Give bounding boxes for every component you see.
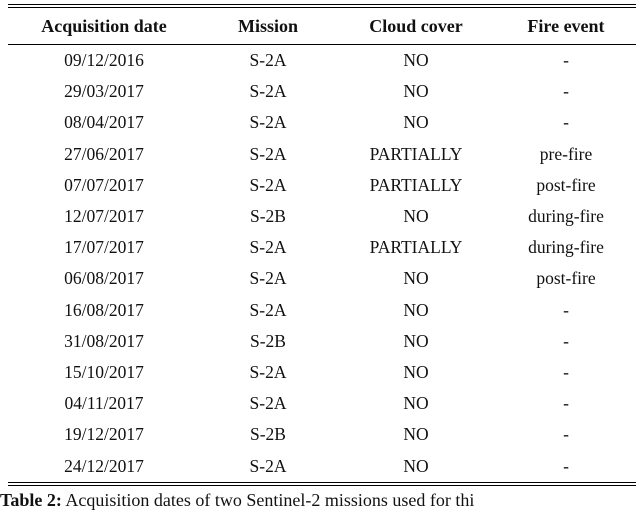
header-acquisition-date: Acquisition date xyxy=(41,15,167,36)
table-header-row xyxy=(8,8,636,44)
acquisition-date-cell: 16/08/2017 xyxy=(64,299,144,320)
fire-event-cell: - xyxy=(563,50,569,71)
table-row xyxy=(8,107,636,138)
acquisition-date-cell: 17/07/2017 xyxy=(64,237,144,258)
table-row xyxy=(8,450,636,481)
table-row xyxy=(8,45,636,76)
table-row xyxy=(8,419,636,450)
data-table-container xyxy=(8,4,636,486)
fire-event-cell: pre-fire xyxy=(539,143,593,164)
mission-cell: S-2A xyxy=(249,50,287,71)
table-row xyxy=(8,295,636,326)
fire-event-cell: post-fire xyxy=(536,268,596,289)
header-mission: Mission xyxy=(237,15,298,36)
caption-label: Table 2: xyxy=(0,490,62,510)
fire-event-cell: - xyxy=(563,112,569,133)
header-fire-event: Fire event xyxy=(527,15,605,36)
cloud-cover-cell: NO xyxy=(403,424,429,445)
fire-event-cell: - xyxy=(563,455,569,476)
cloud-cover-cell: NO xyxy=(403,112,429,133)
cloud-cover-cell: NO xyxy=(403,330,429,351)
acquisition-date-cell: 04/11/2017 xyxy=(64,393,144,414)
mission-cell: S-2B xyxy=(250,424,286,445)
fire-event-cell: - xyxy=(563,330,569,351)
mission-cell: S-2A xyxy=(249,174,287,195)
mission-cell: S-2B xyxy=(250,206,286,227)
acquisition-date-cell: 29/03/2017 xyxy=(64,81,144,102)
acquisition-table xyxy=(8,8,636,44)
mission-cell: S-2A xyxy=(249,455,287,476)
table-row xyxy=(8,201,636,232)
fire-event-cell: - xyxy=(563,299,569,320)
cloud-cover-cell: PARTIALLY xyxy=(369,237,463,258)
header-cloud-cover: Cloud cover xyxy=(369,15,463,36)
table-caption xyxy=(0,490,640,511)
table-row xyxy=(8,76,636,107)
table-row xyxy=(8,170,636,201)
acquisition-date-cell: 08/04/2017 xyxy=(64,112,144,133)
fire-event-cell: - xyxy=(563,361,569,382)
acquisition-date-cell: 07/07/2017 xyxy=(64,174,144,195)
mission-cell: S-2A xyxy=(249,361,287,382)
fire-event-cell: - xyxy=(563,393,569,414)
cloud-cover-cell: NO xyxy=(403,393,429,414)
acquisition-date-cell: 06/08/2017 xyxy=(64,268,144,289)
bottom-rule xyxy=(8,482,636,486)
acquisition-date-cell: 24/12/2017 xyxy=(64,455,144,476)
acquisition-date-cell: 31/08/2017 xyxy=(64,330,144,351)
table-row xyxy=(8,326,636,357)
mission-cell: S-2B xyxy=(250,330,286,351)
cloud-cover-cell: PARTIALLY xyxy=(369,174,463,195)
mission-cell: S-2A xyxy=(249,81,287,102)
cloud-cover-cell: NO xyxy=(403,50,429,71)
fire-event-cell: during-fire xyxy=(528,206,604,227)
table-row xyxy=(8,388,636,419)
mission-cell: S-2A xyxy=(249,393,287,414)
cloud-cover-cell: NO xyxy=(403,299,429,320)
acquisition-date-cell: 15/10/2017 xyxy=(64,361,144,382)
cloud-cover-cell: PARTIALLY xyxy=(369,143,463,164)
mission-cell: S-2A xyxy=(249,299,287,320)
fire-event-cell: - xyxy=(563,81,569,102)
caption-text: Acquisition dates of two Sentinel-2 missions used for thi xyxy=(65,490,475,510)
fire-event-cell: - xyxy=(563,424,569,445)
mission-cell: S-2A xyxy=(249,112,287,133)
cloud-cover-cell: NO xyxy=(403,361,429,382)
cloud-cover-cell: NO xyxy=(403,206,429,227)
table-row xyxy=(8,263,636,294)
acquisition-date-cell: 19/12/2017 xyxy=(64,424,144,445)
table-row xyxy=(8,232,636,263)
acquisition-date-cell: 09/12/2016 xyxy=(64,50,144,71)
mission-cell: S-2A xyxy=(249,237,287,258)
cloud-cover-cell: NO xyxy=(403,455,429,476)
table-row xyxy=(8,139,636,170)
cloud-cover-cell: NO xyxy=(403,268,429,289)
mission-cell: S-2A xyxy=(249,143,287,164)
cloud-cover-cell: NO xyxy=(403,81,429,102)
acquisition-date-cell: 12/07/2017 xyxy=(64,206,144,227)
acquisition-table-body xyxy=(8,45,636,482)
table-row xyxy=(8,357,636,388)
fire-event-cell: post-fire xyxy=(536,174,596,195)
acquisition-date-cell: 27/06/2017 xyxy=(64,143,144,164)
fire-event-cell: during-fire xyxy=(528,237,604,258)
mission-cell: S-2A xyxy=(249,268,287,289)
